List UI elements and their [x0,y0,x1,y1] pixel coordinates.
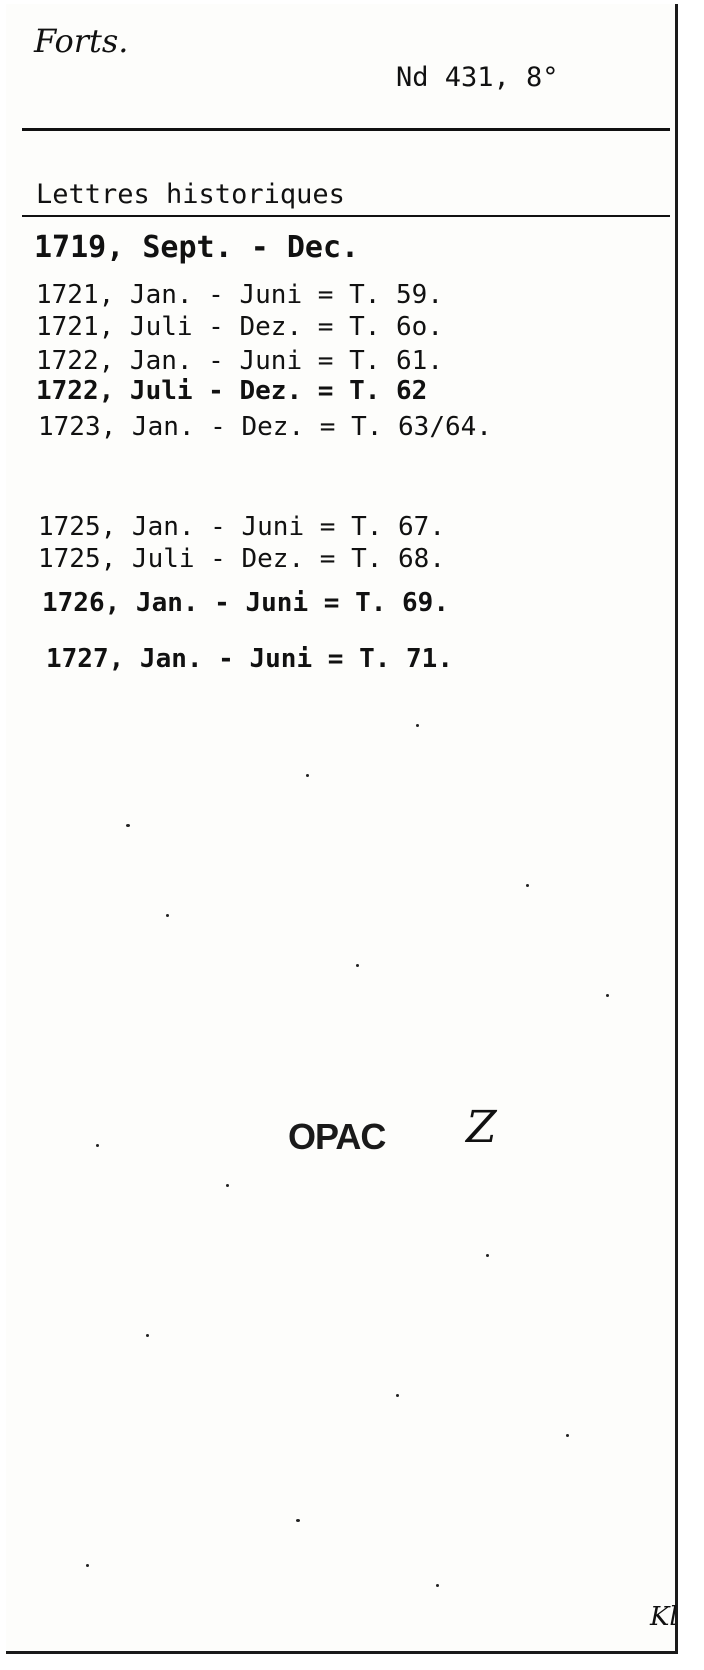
holding-entry: 1722, Jan. - Juni = T. 61. [36,346,443,376]
holding-entry: 1726, Jan. - Juni = T. 69. [42,588,449,618]
holding-entry: 1725, Juli - Dez. = T. 68. [38,544,445,574]
title-rule [22,215,670,217]
holding-entry: 1722, Juli - Dez. = T. 62 [36,376,428,406]
opac-handwritten-mark: Z [466,1102,497,1153]
handwritten-author: Forts. [34,22,129,60]
holding-entry: 1727, Jan. - Juni = T. 71. [46,644,453,674]
catalog-card [6,4,678,1654]
holding-entry: 1719, Sept. - Dec. [34,230,360,265]
holding-entry: 1721, Jan. - Juni = T. 59. [36,280,443,310]
header-rule [22,128,670,131]
shelfmark: Nd 431, 8° [396,62,559,93]
holding-entry: 1721, Juli - Dez. = T. 6o. [36,312,443,342]
corner-initials: Kl [650,1602,678,1632]
holding-entry: 1725, Jan. - Juni = T. 67. [38,512,445,542]
opac-stamp: OPAC [288,1116,386,1157]
holding-entry: 1723, Jan. - Dez. = T. 63/64. [38,412,492,442]
card-title: Lettres historiques [36,179,345,210]
